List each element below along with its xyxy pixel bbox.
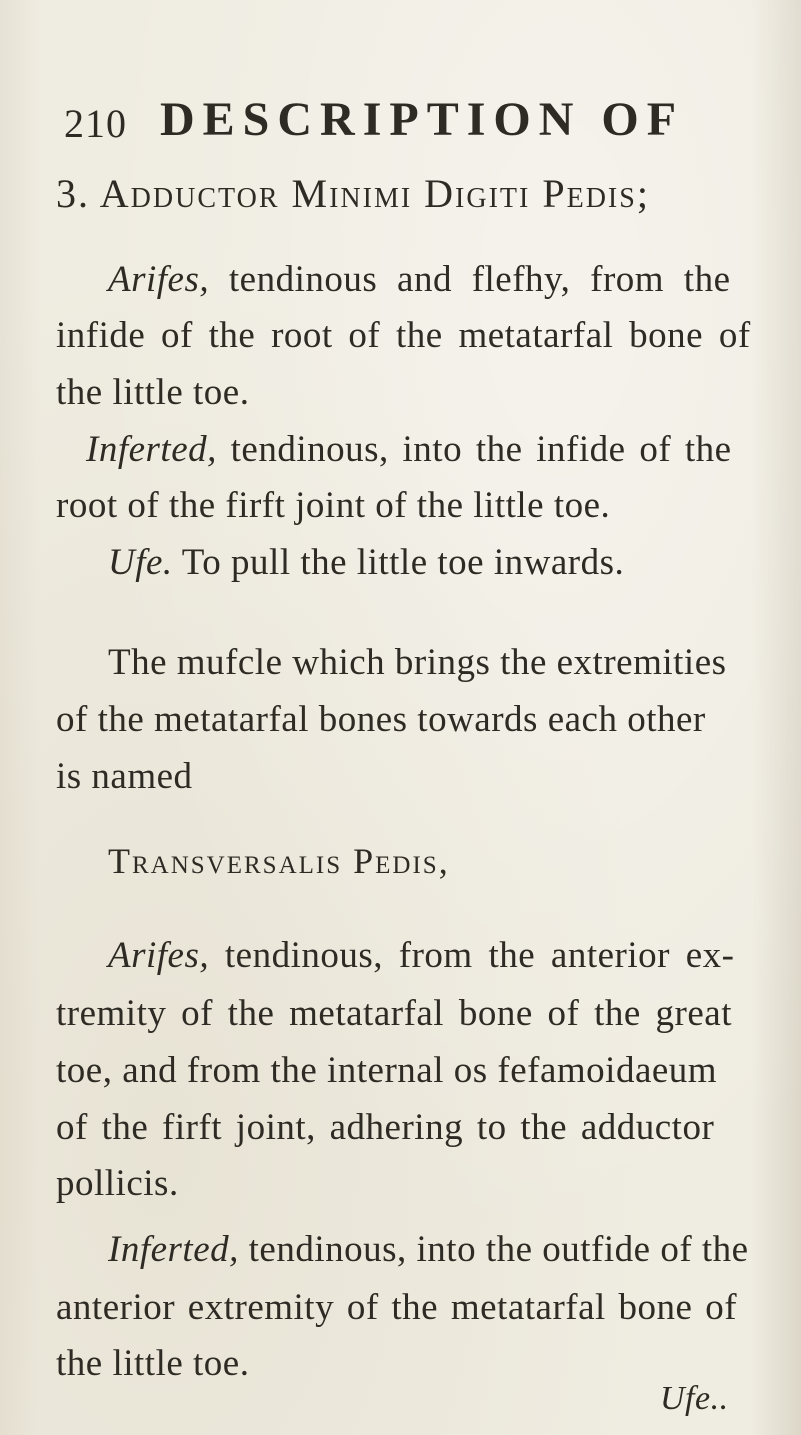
page-number: 210 xyxy=(64,101,127,146)
catchword: Ufe.. xyxy=(660,1380,729,1417)
inserted-2-line-3: the little toe. xyxy=(56,1343,250,1384)
arises-text: tendinous and flefhy, from the xyxy=(228,259,731,300)
arises-label: Arifes, xyxy=(108,259,210,300)
transition-line-2: of the metatarfal bones towards each other xyxy=(56,699,706,740)
inserted-2-paragraph-line xyxy=(108,1228,749,1271)
arises-2-line-5: pollicis. xyxy=(56,1163,179,1204)
arises-2-line-3: toe, and from the internal os fefamoidaeum xyxy=(56,1050,718,1091)
transition-line-3: is named xyxy=(56,756,193,797)
section-heading-adductor: 3. Adductor Minimi Digiti Pedis; xyxy=(56,171,650,216)
inserted-2-text: tendinous, into the outfide of the xyxy=(248,1229,749,1270)
inserted-paragraph-line xyxy=(86,428,732,471)
inserted-text: tendinous, into the infide of the xyxy=(230,429,732,470)
inserted-line-2: root of the firft joint of the little toe. xyxy=(56,485,611,526)
arises-paragraph-line xyxy=(108,258,731,301)
use-text: To pull the little toe inwards. xyxy=(181,542,625,583)
arises-2-line-4: of the firft joint, adhering to the adductor xyxy=(56,1107,715,1148)
use-line xyxy=(108,541,624,584)
running-title: DESCRIPTION OF xyxy=(160,93,685,146)
arises-2-text: tendinous, from the anterior ex- xyxy=(224,935,735,976)
arises-2-paragraph-line xyxy=(108,934,734,977)
inserted-2-line-2: anterior extremity of the metatarfal bone of xyxy=(56,1287,738,1328)
inserted-2-label: Inferted, xyxy=(108,1229,239,1270)
arises-line-2: infide of the root of the metatarfal bone of xyxy=(56,315,751,356)
arises-line-3: the little toe. xyxy=(56,372,250,413)
inserted-label: Inferted, xyxy=(86,429,217,470)
use-label: Ufe. xyxy=(108,542,173,583)
section-heading-transversalis: Transversalis Pedis, xyxy=(108,841,450,881)
transition-line-1: The mufcle which brings the extremities xyxy=(108,642,727,683)
arises-2-line-2: tremity of the metatarfal bone of the great xyxy=(56,993,732,1034)
arises-2-label: Arifes, xyxy=(108,935,210,976)
